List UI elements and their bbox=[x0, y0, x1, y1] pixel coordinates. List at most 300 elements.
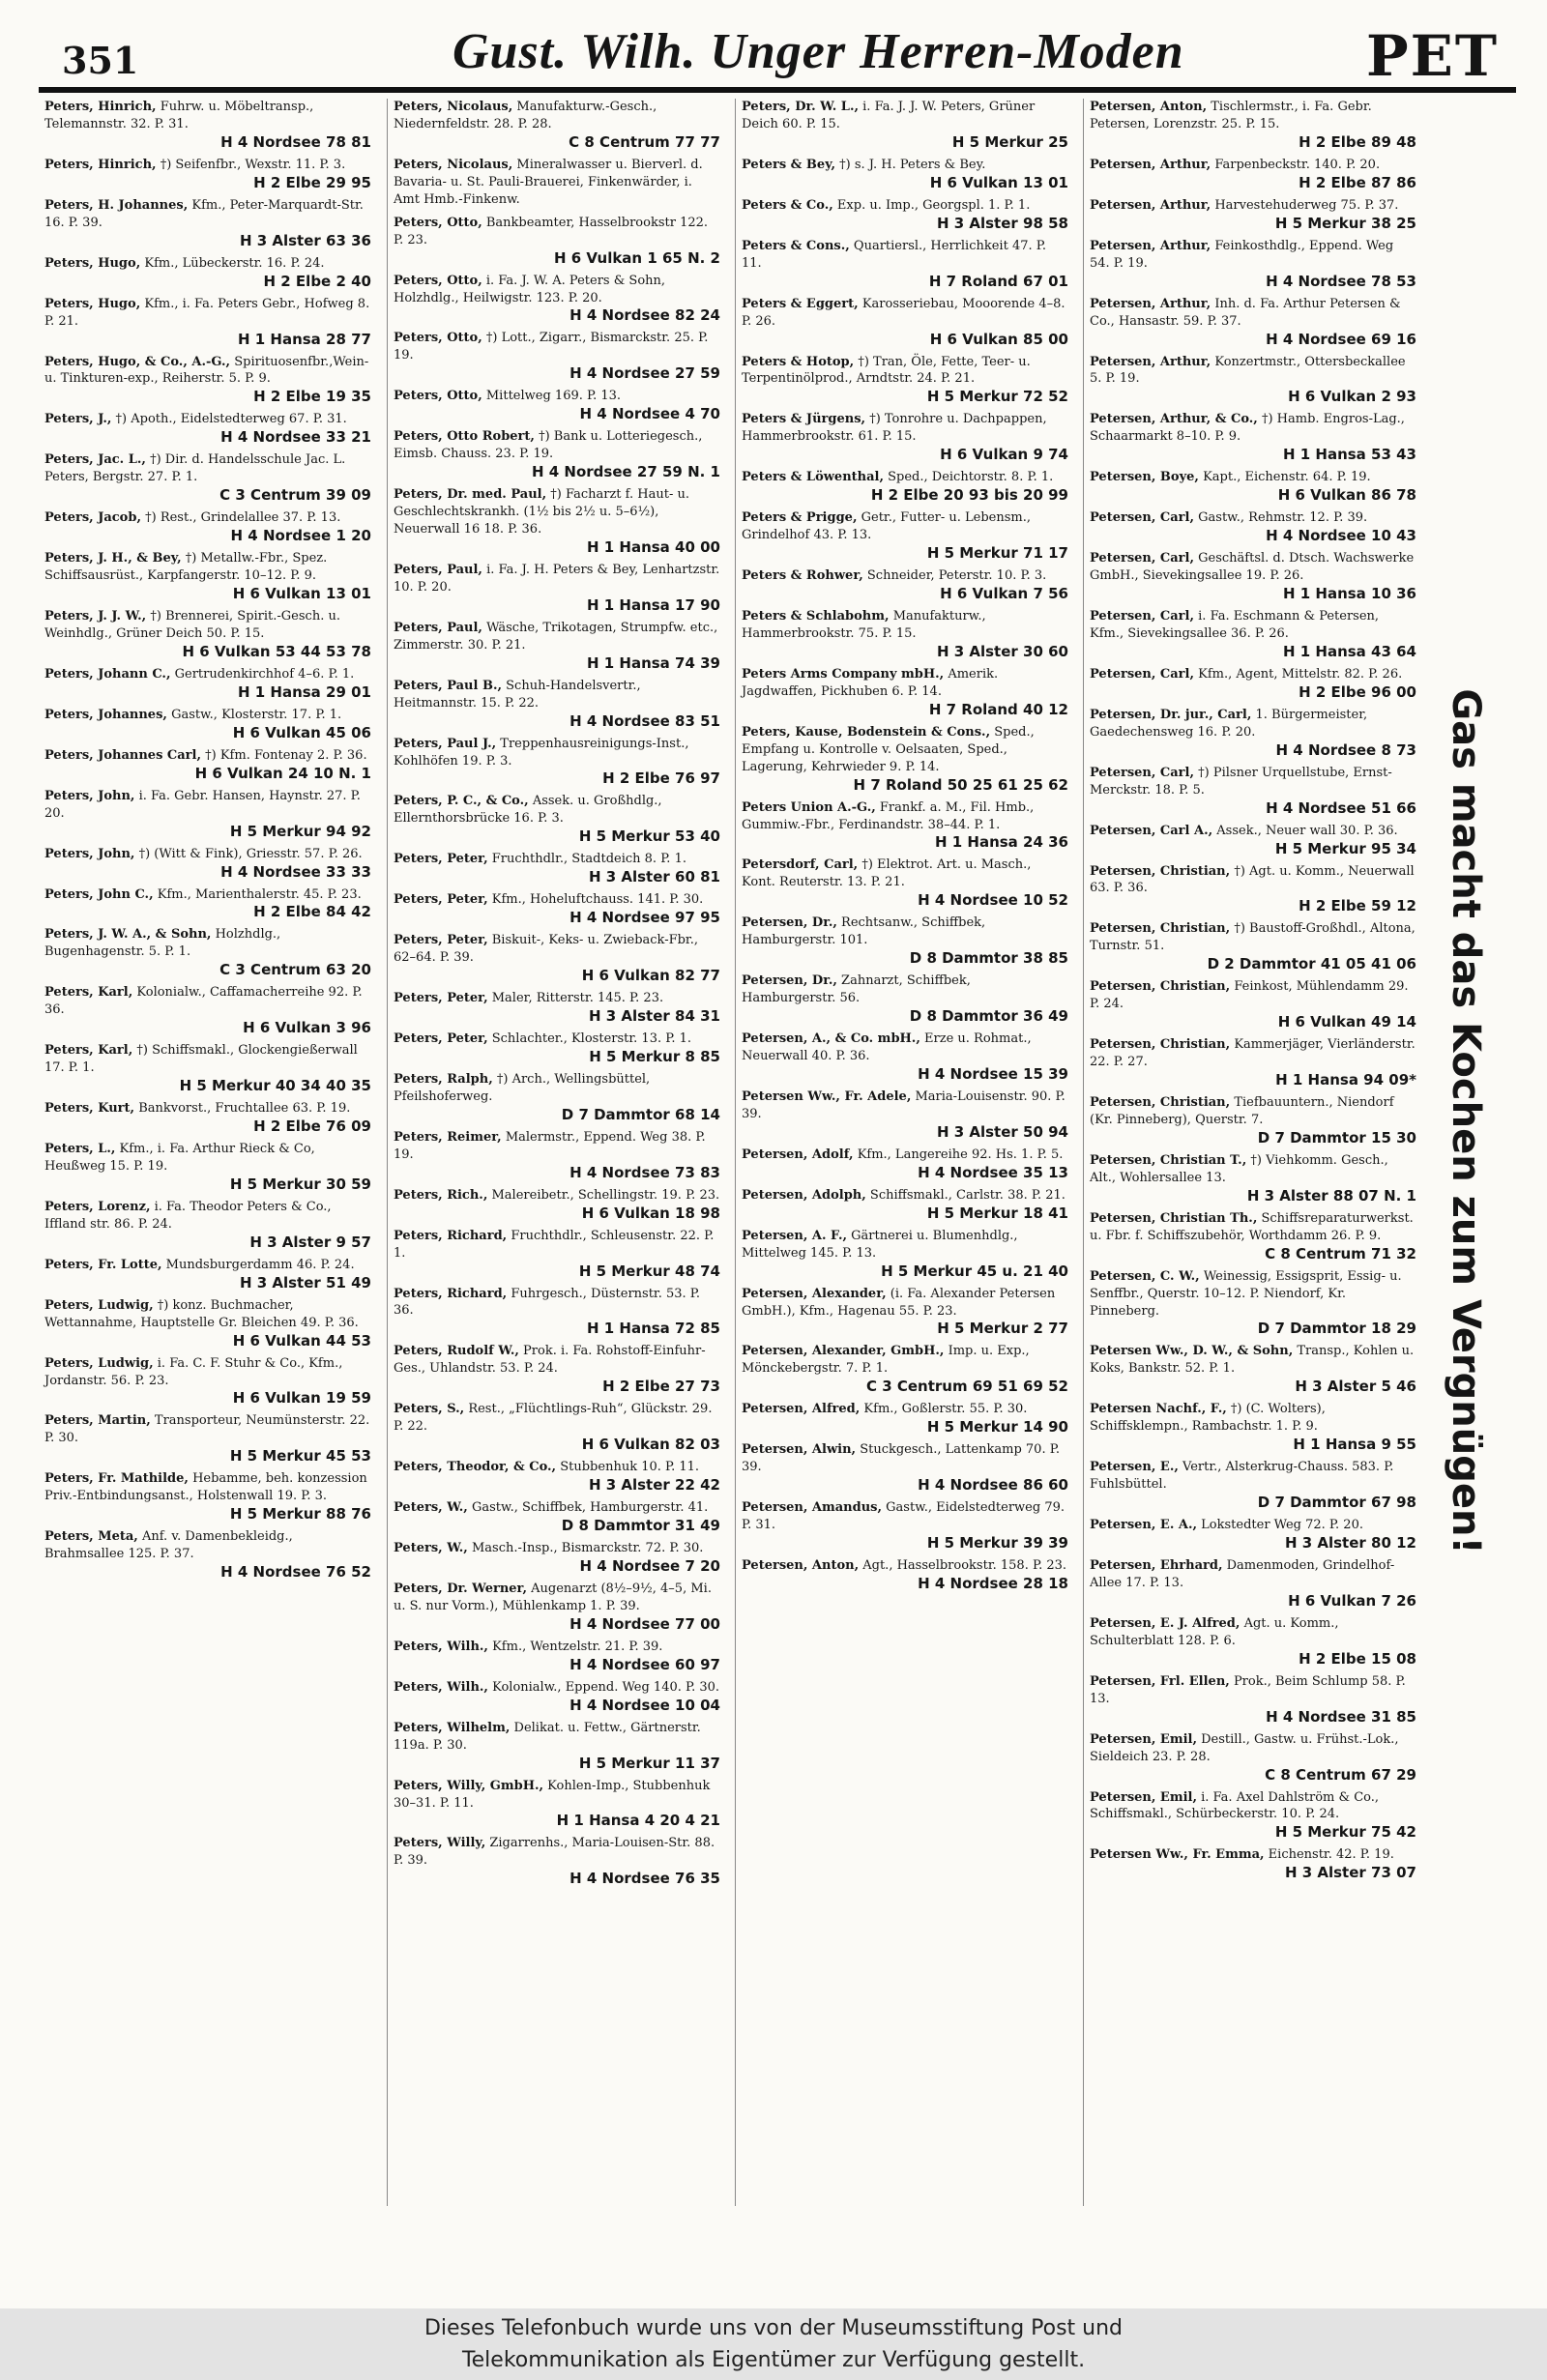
entry-detail: Frankf. a. M., Fil. Hmb., Gummiw.-Fbr., Ferdinandstr. 38–44. P. 1. bbox=[742, 799, 1035, 832]
entry-detail: Kfm., Agent, Mittelstr. 82. P. 26. bbox=[1198, 666, 1403, 682]
directory-entry bbox=[736, 724, 1074, 794]
entry-detail: i. Fa. J. J. W. Peters, Grüner Deich 60. P. 15. bbox=[742, 100, 1036, 131]
entry-phone: H 4 Nordsee 35 13 bbox=[918, 1163, 1068, 1181]
directory-entry bbox=[39, 1141, 377, 1193]
directory-entry bbox=[388, 620, 726, 672]
entry-name: Peters, Kurt, bbox=[44, 1101, 135, 1117]
entry-name: Peters, Otto Robert, bbox=[394, 429, 535, 445]
entry-detail: Biskuit-, Keks- u. Zwieback-Fbr., 62–64. P. 39. bbox=[394, 933, 698, 966]
header-advertisement: Gust. Wilh. Unger Herren-Moden bbox=[452, 24, 1184, 79]
directory-columns bbox=[39, 99, 1423, 2206]
entry-name: Petersen, Christian T., bbox=[1090, 1152, 1247, 1168]
directory-entry bbox=[736, 1286, 1074, 1338]
directory-entry bbox=[1084, 1210, 1422, 1263]
directory-entry bbox=[1084, 354, 1422, 406]
directory-entry bbox=[1084, 1152, 1422, 1205]
entry-detail: Erze u. Rohmat., Neuerwall 40. P. 36. bbox=[742, 1031, 1032, 1063]
entry-detail: Kohlen-Imp., Stubbenhuk 30–31. P. 11. bbox=[394, 1778, 711, 1811]
directory-entry bbox=[39, 926, 377, 978]
entry-phone: H 6 Vulkan 86 78 bbox=[1277, 486, 1416, 505]
directory-entry bbox=[388, 1401, 726, 1453]
entry-detail: †) Bank u. Lotteriegesch., Eimsb. Chauss. 23. P. 19. bbox=[394, 429, 703, 462]
entry-detail: Vertr., Alsterkrug-Chauss. 583. P. Fuhlsbüttel. bbox=[1090, 1460, 1394, 1493]
entry-name: Peters & Löwenthal, bbox=[742, 470, 884, 485]
entry-detail: Schneider, Peterstr. 10. P. 3. bbox=[866, 568, 1047, 584]
entry-detail: †) Dir. d. Handelsschule Jac. L. Peters, Bergstr. 27. P. 1. bbox=[44, 452, 346, 485]
directory-entry bbox=[736, 1499, 1074, 1552]
entry-name: Petersen, A. F., bbox=[742, 1228, 848, 1243]
directory-entry bbox=[39, 886, 377, 921]
entry-detail: Harvestehuderweg 75. P. 37. bbox=[1214, 197, 1399, 213]
entry-name: Peters, Karl, bbox=[44, 1043, 133, 1059]
entry-detail: Kfm., Marienthalerstr. 45. P. 23. bbox=[157, 886, 362, 902]
entry-name: Peters & Prigge, bbox=[742, 510, 858, 526]
entry-name: Peters, Fr. Lotte, bbox=[44, 1257, 162, 1272]
directory-entry bbox=[39, 197, 377, 249]
directory-entry bbox=[39, 296, 377, 348]
directory-entry bbox=[39, 1528, 377, 1581]
directory-entry bbox=[736, 972, 1074, 1025]
entry-detail: Malermstr., Eppend. Weg 38. P. 19. bbox=[394, 1129, 706, 1162]
entry-phone: H 4 Nordsee 97 95 bbox=[569, 909, 720, 927]
directory-entry bbox=[388, 1720, 726, 1772]
entry-detail: i. Fa. Axel Dahlström & Co., Schiffsmakl., Schürbeckerstr. 10. P. 24. bbox=[1090, 1789, 1380, 1822]
directory-entry bbox=[736, 296, 1074, 348]
entry-detail: †) Agt. u. Komm., Neuerwall 63. P. 36. bbox=[1090, 863, 1415, 896]
directory-entry bbox=[1084, 296, 1422, 348]
entry-detail: †) (C. Wolters), Schiffsklempn., Rambachstr. 1. P. 9. bbox=[1090, 1402, 1326, 1435]
directory-entry bbox=[388, 1778, 726, 1830]
directory-entry bbox=[388, 1030, 726, 1065]
entry-detail: Zigarrenhs., Maria-Louisen-Str. 88. P. 39. bbox=[394, 1836, 715, 1869]
entry-name: Peters, Rich., bbox=[394, 1187, 488, 1203]
entry-name: Petersen, Frl. Ellen, bbox=[1090, 1673, 1230, 1689]
entry-name: Peters, J. W. A., & Sohn, bbox=[44, 927, 212, 943]
entry-name: Petersen, Arthur, bbox=[1090, 157, 1211, 172]
entry-phone: H 3 Alster 30 60 bbox=[936, 642, 1068, 660]
entry-phone: H 5 Merkur 40 34 40 35 bbox=[179, 1077, 371, 1095]
entry-name: Peters, J. H., & Bey, bbox=[44, 551, 182, 566]
entry-detail: Transp., Kohlen u. Koks, Bankstr. 52. P. 1. bbox=[1090, 1344, 1415, 1377]
entry-phone: H 5 Merkur 72 52 bbox=[926, 388, 1068, 406]
entry-phone: H 6 Vulkan 19 59 bbox=[232, 1389, 371, 1408]
entry-phone: C 8 Centrum 77 77 bbox=[569, 132, 720, 151]
entry-phone: H 4 Nordsee 10 43 bbox=[1266, 527, 1416, 545]
entry-name: Peters, Ludwig, bbox=[44, 1355, 154, 1371]
directory-entry bbox=[736, 1441, 1074, 1494]
entry-phone: H 2 Elbe 2 40 bbox=[263, 272, 371, 290]
directory-entry bbox=[39, 157, 377, 191]
entry-name: Petersen Ww., D. W., & Sohn, bbox=[1090, 1344, 1294, 1359]
entry-name: Peters & Rohwer, bbox=[742, 568, 863, 584]
entry-detail: Assek., Neuer wall 30. P. 36. bbox=[1216, 823, 1398, 838]
entry-detail: Kfm., Langereihe 92. Hs. 1. P. 5. bbox=[857, 1146, 1064, 1162]
entry-name: Peters Arms Company mbH., bbox=[742, 666, 945, 682]
entry-detail: i. Fa. Theodor Peters & Co., Iffland str. 86. P. 24. bbox=[44, 1199, 332, 1232]
entry-name: Peters, Meta, bbox=[44, 1529, 138, 1545]
entry-name: Peters, Paul J., bbox=[394, 736, 497, 751]
directory-entry bbox=[39, 1412, 377, 1465]
entry-phone: H 2 Elbe 19 35 bbox=[253, 388, 371, 406]
entry-phone: H 5 Merkur 18 41 bbox=[926, 1204, 1068, 1222]
entry-phone: H 6 Vulkan 82 77 bbox=[581, 967, 720, 985]
entry-detail: Zahnarzt, Schiffbek, Hamburgerstr. 56. bbox=[742, 973, 971, 1006]
entry-name: Peters, Willy, bbox=[394, 1836, 486, 1851]
entry-name: Petersen, Carl, bbox=[1090, 666, 1194, 682]
entry-phone: H 4 Nordsee 27 59 N. 1 bbox=[531, 463, 720, 481]
entry-name: Peters, Hinrich, bbox=[44, 157, 157, 172]
footer-line-2: Telekommunikation als Eigentümer zur Verfügung gestellt. bbox=[461, 2348, 1086, 2372]
entry-detail: Kammerjäger, Vierländerstr. 22. P. 27. bbox=[1090, 1037, 1416, 1070]
directory-column-1 bbox=[39, 99, 377, 2206]
entry-detail: Wäsche, Trikotagen, Strumpfw. etc., Zimmerstr. 30. P. 21. bbox=[394, 620, 718, 653]
directory-entry bbox=[39, 99, 377, 151]
entry-detail: Schiffsmakl., Carlstr. 38. P. 21. bbox=[869, 1187, 1065, 1203]
entry-detail: Rechtsanw., Schiffbek, Hamburgerstr. 101. bbox=[742, 915, 986, 948]
entry-name: Peters, Peter, bbox=[394, 852, 488, 867]
entry-phone: H 4 Nordsee 77 00 bbox=[569, 1614, 720, 1633]
entry-phone: H 5 Merkur 88 76 bbox=[229, 1505, 371, 1524]
entry-phone: H 1 Hansa 94 09* bbox=[1275, 1071, 1416, 1088]
entry-phone: D 7 Dammtor 18 29 bbox=[1257, 1320, 1416, 1338]
directory-entry bbox=[1084, 550, 1422, 602]
entry-phone: H 6 Vulkan 45 06 bbox=[232, 723, 371, 741]
directory-entry bbox=[388, 99, 726, 151]
entry-detail: Sped., Deichtorstr. 8. P. 1. bbox=[888, 470, 1054, 485]
entry-phone: H 4 Nordsee 82 24 bbox=[569, 306, 720, 325]
entry-detail: Geschäftsl. d. Dtsch. Wachswerke GmbH., Sievekingsallee 19. P. 26. bbox=[1090, 551, 1415, 584]
entry-phone: H 1 Hansa 53 43 bbox=[1282, 446, 1416, 464]
entry-phone: H 3 Alster 98 58 bbox=[936, 214, 1068, 232]
entry-detail: Schuh-Handelsvertr., Heitmannstr. 15. P. 22. bbox=[394, 678, 641, 711]
entry-phone: H 3 Alster 60 81 bbox=[588, 868, 720, 886]
directory-entry bbox=[388, 1679, 726, 1714]
entry-detail: †) Kfm. Fontenay 2. P. 36. bbox=[205, 747, 367, 763]
entry-detail: Gertrudenkirchhof 4–6. P. 1. bbox=[174, 666, 355, 682]
entry-name: Peters, Hugo, bbox=[44, 255, 141, 271]
directory-entry bbox=[736, 1146, 1074, 1181]
entry-name: Peters, Martin, bbox=[44, 1413, 151, 1429]
directory-entry bbox=[39, 411, 377, 446]
entry-phone: H 5 Merkur 2 77 bbox=[937, 1320, 1068, 1338]
entry-phone: D 8 Dammtor 38 85 bbox=[909, 949, 1068, 968]
entry-detail: Hebamme, beh. konzession Priv.-Entbindungsanst., Holstenwall 19. P. 3. bbox=[44, 1471, 367, 1504]
entry-phone: H 7 Roland 67 01 bbox=[928, 272, 1068, 290]
entry-name: Peters, Ralph, bbox=[394, 1071, 493, 1087]
entry-detail: Sped., Empfang u. Kontrolle v. Oelsaaten, Sped., Lagerung, Kehrwieder 9. P. 14. bbox=[742, 724, 1035, 774]
entry-detail: Maler, Ritterstr. 145. P. 23. bbox=[491, 991, 664, 1006]
entry-phone: H 5 Merkur 75 42 bbox=[1274, 1823, 1416, 1842]
entry-name: Peters, Ludwig, bbox=[44, 1297, 154, 1313]
entry-detail: Stubbenhuk 10. P. 11. bbox=[560, 1460, 700, 1475]
entry-name: Petersen, A., & Co. mbH., bbox=[742, 1031, 920, 1047]
entry-name: Peters, Jac. L., bbox=[44, 452, 146, 468]
entry-detail: Spirituosenfbr.,Wein- u. Tinkturen-exp., Reiherstr. 5. P. 9. bbox=[44, 354, 369, 387]
entry-phone: H 5 Merkur 48 74 bbox=[578, 1262, 720, 1280]
entry-phone: H 3 Alster 9 57 bbox=[249, 1233, 371, 1251]
entry-detail: (i. Fa. Alexander Petersen GmbH.), Kfm., Hagenau 55. P. 23. bbox=[742, 1286, 1056, 1319]
entry-name: Peters, John C., bbox=[44, 886, 154, 902]
entry-name: Peters, Jacob, bbox=[44, 510, 141, 526]
entry-phone: H 6 Vulkan 85 00 bbox=[929, 330, 1068, 348]
entry-phone: H 1 Hansa 43 64 bbox=[1282, 642, 1416, 660]
directory-entry bbox=[736, 1088, 1074, 1141]
entry-name: Peters, Hugo, bbox=[44, 296, 141, 311]
directory-entry bbox=[39, 846, 377, 881]
entry-phone: H 1 Hansa 40 00 bbox=[586, 537, 720, 556]
directory-entry bbox=[1084, 1036, 1422, 1088]
entry-detail: Kapt., Eichenstr. 64. P. 19. bbox=[1203, 470, 1371, 485]
entry-detail: Kolonialw., Caffamacherreihe 92. P. 36. bbox=[44, 985, 363, 1018]
directory-column-2 bbox=[387, 99, 726, 2206]
directory-entry bbox=[736, 1343, 1074, 1395]
entry-phone: H 6 Vulkan 24 10 N. 1 bbox=[194, 764, 371, 782]
directory-entry bbox=[1084, 608, 1422, 660]
entry-detail: Rest., „Flüchtlings-Ruh“, Glückstr. 29. P. 22. bbox=[394, 1402, 713, 1435]
entry-detail: Konzertmstr., Ottersbeckallee 5. P. 19. bbox=[1090, 354, 1406, 387]
entry-detail: Schiffsreparaturwerkst. u. Fbr. f. Schiffszubehör, Worthdamm 26. P. 9. bbox=[1090, 1210, 1414, 1243]
entry-name: Petersen, Christian, bbox=[1090, 863, 1231, 879]
entry-phone: H 6 Vulkan 1 65 N. 2 bbox=[554, 248, 720, 267]
entry-phone: H 4 Nordsee 76 35 bbox=[569, 1870, 720, 1888]
page-header bbox=[39, 17, 1516, 93]
directory-entry bbox=[388, 215, 726, 267]
directory-entry bbox=[39, 1470, 377, 1523]
entry-detail: Gärtnerei u. Blumenhdlg., Mittelweg 145. P. 13. bbox=[742, 1228, 1018, 1261]
entry-phone: H 5 Merkur 8 85 bbox=[589, 1047, 720, 1065]
directory-entry bbox=[388, 736, 726, 788]
entry-phone: H 6 Vulkan 49 14 bbox=[1277, 1013, 1416, 1031]
entry-detail: Quartiersl., Herrlichkeit 47. P. 11. bbox=[742, 238, 1046, 271]
entry-phone: D 8 Dammtor 36 49 bbox=[909, 1007, 1068, 1026]
entry-phone: H 5 Merkur 45 53 bbox=[229, 1447, 371, 1466]
entry-detail: Exp. u. Imp., Georgspl. 1. P. 1. bbox=[836, 197, 1031, 213]
entry-detail: Agt. u. Komm., Schulterblatt 128. P. 6. bbox=[1090, 1615, 1339, 1648]
entry-phone: H 1 Hansa 24 36 bbox=[934, 833, 1068, 852]
directory-entry bbox=[388, 1187, 726, 1222]
directory-entry bbox=[39, 451, 377, 504]
entry-detail: Inh. d. Fa. Arthur Petersen & Co., Hansastr. 59. P. 37. bbox=[1090, 296, 1401, 329]
directory-entry bbox=[388, 990, 726, 1025]
entry-name: Peters, P. C., & Co., bbox=[394, 794, 529, 809]
entry-name: Peters, S., bbox=[394, 1402, 465, 1417]
entry-phone: H 4 Nordsee 78 81 bbox=[220, 132, 371, 151]
entry-name: Peters, Wilh., bbox=[394, 1679, 488, 1695]
entry-phone: H 2 Elbe 76 09 bbox=[253, 1117, 371, 1135]
directory-entry bbox=[1084, 1789, 1422, 1842]
entry-detail: 1. Bürgermeister, Gaedechensweg 16. P. 20. bbox=[1090, 707, 1368, 740]
entry-detail: Weinessig, Essigsprit, Essig- u. Senffbr., Querstr. 10–12. P. Niendorf, Kr. Pinneberg. bbox=[1090, 1268, 1402, 1319]
entry-name: Peters, Nicolaus, bbox=[394, 100, 513, 114]
entry-phone: H 4 Nordsee 51 66 bbox=[1266, 798, 1416, 817]
directory-entry bbox=[1084, 1343, 1422, 1395]
directory-entry bbox=[39, 1297, 377, 1350]
entry-name: Petersen, Christian Th., bbox=[1090, 1210, 1258, 1226]
entry-name: Peters, Otto, bbox=[394, 273, 482, 288]
entry-phone: H 6 Vulkan 2 93 bbox=[1288, 388, 1416, 406]
entry-detail: †) Apoth., Eidelstedterweg 67. P. 31. bbox=[115, 412, 347, 427]
entry-phone: H 5 Merkur 14 90 bbox=[926, 1418, 1068, 1437]
entry-name: Petersen, Alwin, bbox=[742, 1442, 857, 1458]
entry-name: Petersdorf, Carl, bbox=[742, 857, 859, 873]
entry-phone: C 8 Centrum 67 29 bbox=[1265, 1765, 1416, 1784]
entry-detail: Bankbeamter, Hasselbrookstr 122. P. 23. bbox=[394, 215, 709, 247]
entry-detail: Amerik. Jagdwaffen, Pickhuben 6. P. 14. bbox=[742, 666, 999, 699]
directory-entry bbox=[388, 388, 726, 422]
entry-detail: Holzhdlg., Bugenhagenstr. 5. P. 1. bbox=[44, 927, 281, 960]
entry-detail: Fruchthdlr., Stadtdeich 8. P. 1. bbox=[491, 852, 686, 867]
entry-phone: H 5 Merkur 94 92 bbox=[229, 822, 371, 840]
directory-entry bbox=[1084, 863, 1422, 915]
entry-name: Peters, Rudolf W., bbox=[394, 1344, 519, 1359]
directory-entry bbox=[39, 707, 377, 741]
entry-phone: H 1 Hansa 28 77 bbox=[237, 330, 371, 348]
directory-entry bbox=[39, 788, 377, 840]
directory-entry bbox=[388, 330, 726, 382]
entry-detail: †) Tran, Öle, Fette, Teer- u. Terpentinölprod., Arndtstr. 24. P. 21. bbox=[742, 354, 1031, 387]
directory-entry bbox=[736, 157, 1074, 191]
directory-entry bbox=[388, 1639, 726, 1673]
directory-entry bbox=[736, 411, 1074, 463]
entry-phone: H 3 Alster 63 36 bbox=[239, 231, 371, 249]
entry-detail: Masch.-Insp., Bismarckstr. 72. P. 30. bbox=[471, 1541, 704, 1555]
entry-detail: †) (Witt & Fink), Griesstr. 57. P. 26. bbox=[138, 846, 363, 861]
entry-name: Petersen, Alexander, GmbH., bbox=[742, 1344, 945, 1359]
entry-name: Petersen Ww., Fr. Emma, bbox=[1090, 1847, 1265, 1863]
entry-name: Peters, Otto, bbox=[394, 389, 482, 404]
entry-phone: H 3 Alster 88 07 N. 1 bbox=[1246, 1186, 1416, 1205]
directory-entry bbox=[736, 799, 1074, 852]
entry-phone: D 8 Dammtor 31 49 bbox=[561, 1517, 720, 1534]
entry-phone: D 7 Dammtor 15 30 bbox=[1257, 1128, 1416, 1146]
entry-name: Peters, J. J. W., bbox=[44, 609, 147, 624]
directory-entry bbox=[388, 1071, 726, 1123]
directory-entry bbox=[388, 1540, 726, 1575]
directory-entry bbox=[39, 1257, 377, 1292]
directory-entry bbox=[388, 1459, 726, 1494]
entry-name: Petersen, Alfred, bbox=[742, 1402, 861, 1417]
directory-entry bbox=[1084, 1615, 1422, 1668]
footer-notice bbox=[0, 2308, 1547, 2380]
entry-phone: H 5 Merkur 45 u. 21 40 bbox=[881, 1262, 1068, 1280]
entry-detail: i. Fa. Gebr. Hansen, Haynstr. 27. P. 20. bbox=[44, 788, 361, 821]
directory-entry bbox=[388, 678, 726, 730]
entry-name: Petersen, Carl A., bbox=[1090, 823, 1213, 838]
entry-name: Peters, H. Johannes, bbox=[44, 197, 189, 213]
entry-detail: †) Metallw.-Fbr., Spez. Schiffsausrüst., Karpfangerstr. 10–12. P. 9. bbox=[44, 551, 328, 584]
entry-name: Peters Union A.-G., bbox=[742, 799, 876, 815]
entry-phone: C 3 Centrum 69 51 69 52 bbox=[865, 1378, 1068, 1396]
entry-phone: H 4 Nordsee 73 83 bbox=[569, 1163, 720, 1181]
entry-name: Petersen, Amandus, bbox=[742, 1500, 883, 1516]
entry-detail: †) Rest., Grindelallee 37. P. 13. bbox=[145, 510, 341, 526]
entry-name: Peters, Johann C., bbox=[44, 666, 171, 682]
entry-detail: †) konz. Buchmacher, Wettannahme, Hauptstelle Gr. Bleichen 49. P. 36. bbox=[44, 1297, 359, 1330]
entry-name: Petersen, Emil, bbox=[1090, 1789, 1197, 1805]
entry-detail: †) Viehkomm. Gesch., Alt., Wohlersallee 13. bbox=[1090, 1152, 1388, 1185]
entry-phone: H 6 Vulkan 3 96 bbox=[243, 1019, 371, 1037]
entry-phone: C 8 Centrum 71 32 bbox=[1265, 1244, 1416, 1263]
entry-name: Petersen, Arthur, & Co., bbox=[1090, 412, 1258, 427]
directory-entry bbox=[388, 273, 726, 325]
directory-entry bbox=[1084, 1094, 1422, 1146]
entry-name: Peters, W., bbox=[394, 1541, 468, 1555]
directory-entry bbox=[736, 914, 1074, 967]
entry-phone: H 6 Vulkan 44 53 bbox=[232, 1331, 371, 1350]
entry-detail: i. Fa. J. W. A. Peters & Sohn, Holzhdlg., Heilwigstr. 123. P. 20. bbox=[394, 273, 666, 305]
entry-phone: H 4 Nordsee 10 04 bbox=[569, 1696, 720, 1714]
entry-phone: H 2 Elbe 20 93 bis 20 99 bbox=[870, 486, 1068, 505]
directory-entry bbox=[1084, 666, 1422, 701]
directory-entry bbox=[1084, 978, 1422, 1030]
entry-phone: H 2 Elbe 27 73 bbox=[602, 1378, 720, 1396]
entry-phone: H 6 Vulkan 13 01 bbox=[232, 585, 371, 602]
entry-phone: H 5 Merkur 95 34 bbox=[1274, 839, 1416, 857]
entry-phone: H 1 Hansa 72 85 bbox=[586, 1320, 720, 1338]
directory-entry bbox=[736, 238, 1074, 290]
entry-phone: H 1 Hansa 10 36 bbox=[1282, 585, 1416, 602]
entry-name: Peters, Peter, bbox=[394, 933, 488, 948]
directory-entry bbox=[1084, 1268, 1422, 1338]
directory-entry bbox=[736, 1187, 1074, 1222]
directory-entry bbox=[736, 666, 1074, 718]
entry-detail: Kfm., Goßlerstr. 55. P. 30. bbox=[863, 1402, 1028, 1417]
entry-detail: Tiefbauuntern., Niendorf (Kr. Pinneberg), Querstr. 7. bbox=[1090, 1095, 1394, 1127]
entry-name: Peters, Lorenz, bbox=[44, 1199, 151, 1214]
entry-name: Petersen Ww., Fr. Adele, bbox=[742, 1088, 912, 1104]
directory-entry bbox=[736, 1030, 1074, 1083]
entry-detail: Malereibetr., Schellingstr. 19. P. 23. bbox=[491, 1187, 720, 1203]
entry-detail: Damenmoden, Grindelhof-Allee 17. P. 13. bbox=[1090, 1558, 1395, 1590]
entry-phone: H 2 Elbe 15 08 bbox=[1299, 1649, 1416, 1668]
entry-name: Peters & Hotop, bbox=[742, 354, 855, 369]
directory-entry bbox=[736, 608, 1074, 660]
entry-phone: H 5 Merkur 25 bbox=[951, 132, 1068, 151]
entry-name: Peters, Karl, bbox=[44, 985, 133, 1001]
entry-phone: H 6 Vulkan 7 56 bbox=[940, 585, 1068, 602]
entry-name: Petersen, Adolph, bbox=[742, 1187, 866, 1203]
entry-name: Petersen, Dr. jur., Carl, bbox=[1090, 707, 1252, 722]
directory-entry bbox=[1084, 707, 1422, 759]
entry-detail: Anf. v. Damenbekleidg., Brahmsallee 125. P. 37. bbox=[44, 1529, 293, 1562]
entry-name: Petersen, Carl, bbox=[1090, 609, 1194, 624]
directory-entry bbox=[39, 1355, 377, 1408]
entry-name: Petersen, Carl, bbox=[1090, 551, 1194, 566]
entry-phone: H 4 Nordsee 69 16 bbox=[1266, 330, 1416, 348]
directory-entry bbox=[1084, 823, 1422, 857]
entry-name: Petersen, Adolf, bbox=[742, 1146, 854, 1162]
entry-detail: i. Fa. Eschmann & Petersen, Kfm., Sievekingsallee 36. P. 26. bbox=[1090, 609, 1380, 641]
entry-name: Peters, Fr. Mathilde, bbox=[44, 1471, 189, 1487]
entry-phone: C 3 Centrum 63 20 bbox=[219, 961, 371, 979]
entry-name: Peters, Otto, bbox=[394, 331, 482, 346]
entry-detail: Prok. i. Fa. Rohstoff-Einfuhr-Ges., Uhlandstr. 53. P. 24. bbox=[394, 1344, 706, 1377]
directory-entry bbox=[388, 1129, 726, 1181]
entry-name: Peters, Hinrich, bbox=[44, 100, 157, 114]
entry-detail: Karosseriebau, Mooorende 4–8. P. 26. bbox=[742, 296, 1065, 329]
entry-name: Petersen, Arthur, bbox=[1090, 197, 1211, 213]
entry-detail: Kfm., i. Fa. Peters Gebr., Hofweg 8. P. 21. bbox=[44, 296, 370, 329]
directory-entry bbox=[736, 469, 1074, 504]
directory-entry bbox=[1084, 411, 1422, 463]
entry-phone: H 4 Nordsee 31 85 bbox=[1266, 1707, 1416, 1726]
directory-entry bbox=[39, 608, 377, 660]
entry-phone: H 2 Elbe 96 00 bbox=[1299, 682, 1416, 701]
entry-phone: H 4 Nordsee 27 59 bbox=[569, 364, 720, 383]
entry-phone: C 3 Centrum 39 09 bbox=[219, 486, 371, 505]
entry-phone: H 3 Alster 50 94 bbox=[936, 1122, 1068, 1141]
entry-name: Petersen, Anton, bbox=[1090, 100, 1208, 114]
